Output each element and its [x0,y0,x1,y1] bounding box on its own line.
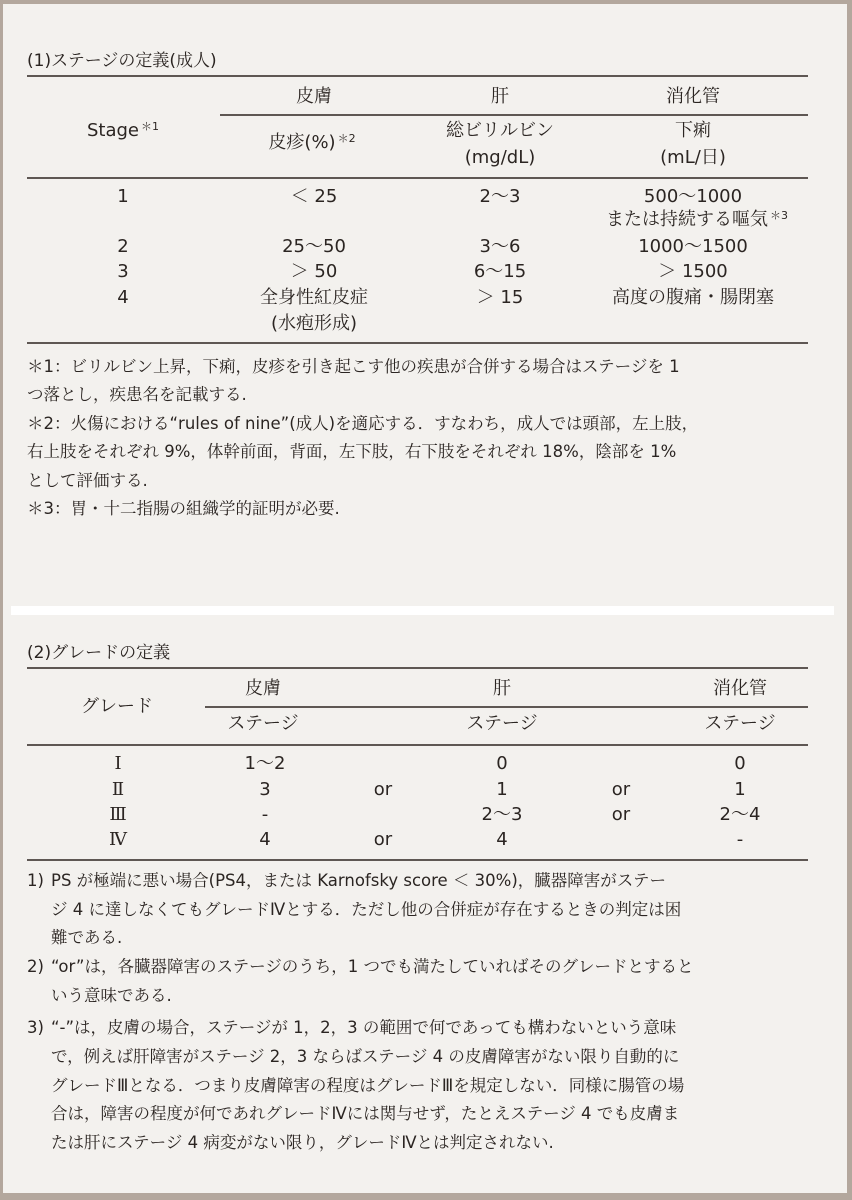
table2-sub-rule [205,706,808,708]
stage-row-3-skin: ＞ 50 [290,261,338,282]
grade-row-4-or1: or [373,829,393,850]
stage-row-1-gi-2 [606,209,788,231]
footnote-2-line-2: 右上肢をそれぞれ 9%，体幹前面，背面，左下肢，右下肢をそれぞれ 18%，陰部を 1% [27,442,677,461]
stage-row-4-stage: 4 [117,287,129,308]
stage-row-1-liver: 2〜3 [479,186,521,207]
stage-row-3-stage: 3 [117,261,129,282]
grade-note-2-marker: 2) [27,957,44,976]
section1-title: (1)ステージの定義(成人) [27,51,217,71]
stage-row-2-skin: 25〜50 [282,236,346,257]
footnote-1-line-1: ＊1：ビリルビン上昇，下痢，皮疹を引き起こす他の疾患が合併する場合はステージを 1 [27,357,680,376]
grade-skin-sub-header: ステージ [227,713,299,734]
grade-row-2-skin: 3 [259,779,271,800]
grade-organ-liver-header: 肝 [493,678,511,699]
skin-sub-header [268,132,355,154]
grade-row-4-liver: 4 [496,829,508,850]
liver-sub-header-1: 総ビリルビン [446,120,554,141]
table1-top-rule [27,75,808,77]
grade-note-3-line-1: “-”は，皮膚の場合，ステージが 1，2，3 の範囲で何であっても構わないという意味 [51,1018,677,1037]
grade-row-1-skin: 1〜2 [244,753,286,774]
stage-row-3-liver: 6〜15 [473,261,527,282]
stage-row-1-gi: 500〜1000 [643,186,743,207]
grade-note-3-line-4: 合は，障害の程度が何であれグレードⅣには関与せず，たとえステージ 4 でも皮膚ま [51,1104,680,1123]
grade-row-1-grade: Ⅰ [114,753,122,774]
gi-sub-header-1: 下痢 [675,120,711,141]
stage-footnote-ref: ＊1 [141,120,160,133]
section2-title: (2)グレードの定義 [27,643,171,663]
grade-row-2-or2: or [611,779,631,800]
stage-row-2-gi: 1000〜1500 [638,236,748,257]
grade-row-4-skin: 4 [259,829,271,850]
stage-row-4-liver: ＞ 15 [476,287,524,308]
grade-row-1-liver: 0 [496,753,508,774]
table2-header-rule [27,744,808,746]
stage-row-1-skin: ＜ 25 [290,186,338,207]
table1-sub-rule [220,114,808,116]
footnote-2-line-1: ＊2：火傷における“rules of nine”(成人)を適応する．すなわち，成人では頭部，左上肢， [27,414,699,433]
grade-note-3-line-2: で，例えば肝障害がステージ 2，3 ならばステージ 4 の皮膚障害がない限り自動的に [51,1047,680,1066]
section-divider [11,606,834,615]
grade-row-2-gi: 1 [734,779,746,800]
table1-bottom-rule [27,342,808,344]
liver-sub-header-2: (mg/dL) [464,147,536,168]
grade-organ-gi-header: 消化管 [713,678,767,699]
organ-liver-header: 肝 [491,86,509,107]
grade-row-4-grade: Ⅳ [109,829,127,850]
skin-footnote-ref: ＊2 [337,132,356,145]
grade-gi-sub-header: ステージ [704,713,776,734]
grade-note-3-line-3: グレードⅢとなる．つまり皮膚障害の程度はグレードⅢを規定しない．同様に腸管の場 [51,1076,685,1095]
grade-row-3-skin: - [261,804,269,825]
grade-row-4-gi: - [736,829,744,850]
stage-row-4-skin: 全身性紅皮症 [260,287,368,308]
stage-row-1-gi-2-text: または持続する嘔気 [606,209,768,230]
stage-row-2-stage: 2 [117,236,129,257]
grade-note-3-line-5: たは肝にステージ 4 病変がない限り，グレードⅣとは判定されない. [51,1133,554,1152]
stage-row-2-liver: 3〜6 [479,236,521,257]
stage-row-3-gi: ＞ 1500 [658,261,728,282]
organ-gi-header: 消化管 [666,86,720,107]
grade-row-2-grade: Ⅱ [111,779,125,800]
grade-row-3-grade: Ⅲ [109,804,127,825]
grade-note-2-line-2: いう意味である. [51,986,172,1005]
grade-note-1-marker: 1) [27,871,44,890]
grade-row-3-or2: or [611,804,631,825]
organ-skin-header: 皮膚 [296,86,332,107]
grade-note-2-line-1: “or”は，各臓器障害のステージのうち，1 つでも満たしていればそのグレードとすると [51,957,694,976]
grade-note-1-line-1: PS が極端に悪い場合(PS4，または Karnofsky score ＜ 30%)，臓器障害がステー [51,871,666,890]
gi-footnote-ref: ＊3 [770,209,788,222]
stage-row-4-skin-2: (水疱形成) [270,313,358,334]
grade-note-1-line-3: 難である. [51,928,123,947]
gi-sub-header-2: (mL/日) [660,147,726,168]
grade-row-1-gi: 0 [734,753,746,774]
footnote-1-line-2: つ落とし，疾患名を記載する. [27,385,247,404]
stage-header-label: Stage [86,120,140,141]
grade-note-3-marker: 3) [27,1018,44,1037]
stage-row-1-stage: 1 [117,186,129,207]
grade-header: グレード [81,696,153,717]
table2-bottom-rule [27,859,808,861]
footnote-2-line-3: として評価する. [27,471,148,490]
grade-row-3-liver: 2〜3 [481,804,523,825]
stage-row-4-gi: 高度の腹痛・腸閉塞 [612,287,774,308]
grade-row-2-or1: or [373,779,393,800]
grade-organ-skin-header: 皮膚 [245,678,281,699]
footnote-3-line-1: ＊3：胃・十二指腸の組織学的証明が必要. [27,499,340,518]
grade-liver-sub-header: ステージ [466,713,538,734]
grade-row-3-gi: 2〜4 [719,804,761,825]
table1-header-rule [27,177,808,179]
grade-row-2-liver: 1 [496,779,508,800]
table2-top-rule [27,667,808,669]
skin-sub-label: 皮疹(%) [268,132,336,153]
grade-note-1-line-2: ジ 4 に達しなくてもグレードⅣとする．ただし他の合併症が存在するときの判定は困 [51,900,682,919]
stage-header [87,120,159,142]
